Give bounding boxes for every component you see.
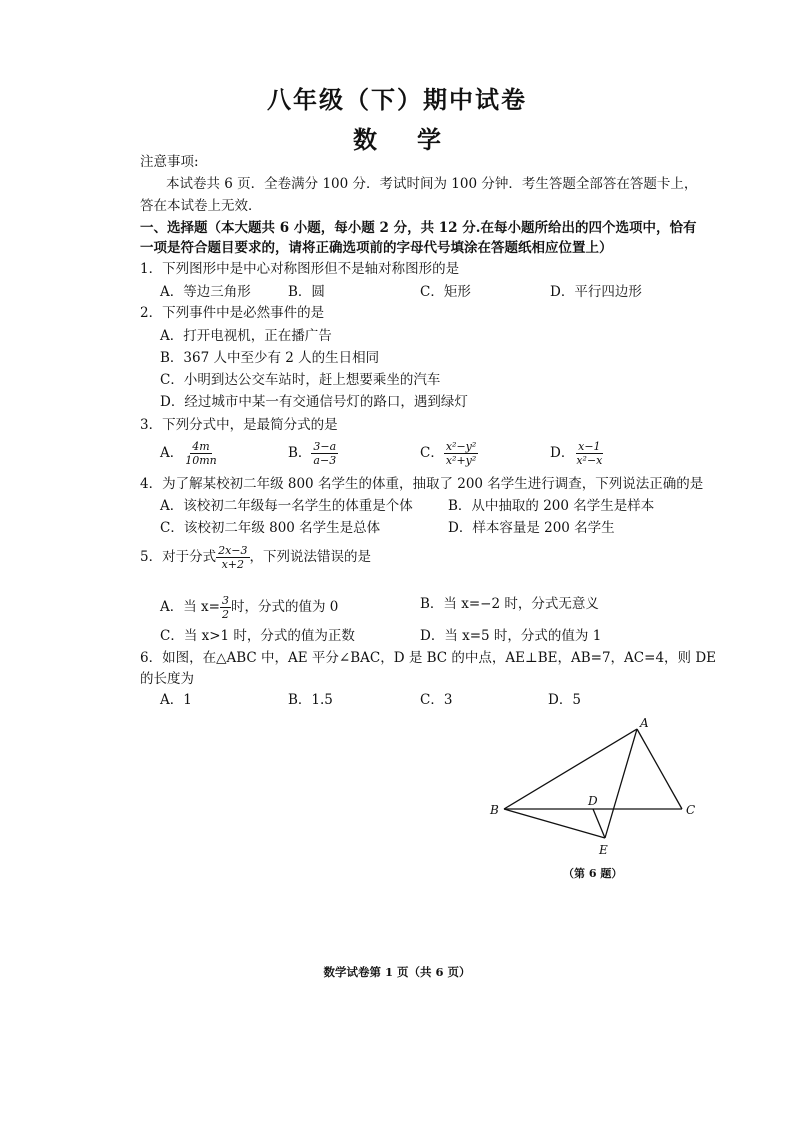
page-footer: 数学试卷第 1 页（共 6 页） [323, 965, 471, 979]
q5-option-a [160, 594, 338, 621]
q1-stem: 1．下列图形中是中心对称图形但不是轴对称图形的是 [140, 261, 460, 277]
fraction-denominator: x²−x [576, 454, 603, 467]
label-a: A [640, 716, 649, 730]
q2-option-a: A．打开电视机，正在播广告 [160, 328, 332, 344]
q3-option-d-fraction [574, 440, 604, 467]
label-d: D [588, 794, 598, 808]
segment-ac [637, 729, 682, 809]
q3-option-d-label: D． [550, 445, 575, 461]
q3-option-b-fraction [311, 440, 338, 467]
q6-line-1: 6．如图，在△ABC 中，AE 平分∠BAC，D 是 BC 的中点，AE⊥BE，AB=7，AC=4，则 DE [140, 650, 717, 666]
q5-stem-prefix: 5．对于分式 [140, 549, 217, 565]
subject-char-1: 数 [353, 125, 377, 154]
q5-option-a-fraction [220, 594, 231, 621]
q2-option-c: C．小明到达公交车站时，赶上想要乘坐的汽车 [160, 372, 441, 388]
q3-option-a [160, 440, 219, 467]
fraction-denominator: 10mn [185, 454, 217, 467]
fraction-numerator: 3 [221, 594, 229, 607]
q5-option-b: B．当 x=−2 时，分式无意义 [420, 596, 599, 612]
q5-option-c: C．当 x>1 时，分式的值为正数 [160, 628, 355, 644]
q1-option-c: C．矩形 [420, 284, 471, 300]
q4-stem: 4．为了解某校初二年级 800 名学生的体重，抽取了 200 名学生进行调查，下列说法正确的是 [140, 476, 704, 492]
q5-stem-suffix: ，下列说法错误的是 [249, 549, 372, 565]
q3-option-d [550, 440, 604, 467]
section1-line-1: 一、选择题（本大题共 6 小题，每小题 2 分，共 12 分.在每小题所给出的四个选项中，恰有 [140, 220, 697, 236]
q5-option-a-suffix: 时，分式的值为 0 [230, 599, 339, 615]
notice-heading: 注意事项: [140, 154, 199, 170]
subject-char-2: 学 [417, 125, 441, 154]
q6-option-c: C．3 [420, 692, 453, 708]
label-b: B [490, 803, 499, 817]
q4-option-b: B．从中抽取的 200 名学生是样本 [448, 498, 655, 514]
q6-option-d: D．5 [548, 692, 581, 708]
q1-option-a: A．等边三角形 [160, 284, 251, 300]
label-e: E [599, 843, 608, 857]
q4-option-c: C．该校初二年级 800 名学生是总体 [160, 520, 381, 536]
q3-option-b [288, 440, 338, 467]
q2-option-b: B．367 人中至少有 2 人的生日相同 [160, 350, 380, 366]
q2-stem: 2．下列事件中是必然事件的是 [140, 305, 325, 321]
q3-option-c [420, 440, 478, 467]
q4-option-d: D．样本容量是 200 名学生 [448, 520, 615, 536]
q1-option-d: D．平行四边形 [550, 284, 642, 300]
q4-option-a: A．该校初二年级每一名学生的体重是个体 [160, 498, 413, 514]
fraction-denominator: 2 [221, 608, 229, 621]
fraction-numerator: x²−y² [445, 440, 477, 453]
q5-stem [140, 544, 371, 571]
triangle-figure [480, 712, 710, 862]
q6-option-b: B．1.5 [288, 692, 333, 708]
q3-option-a-label: A． [160, 445, 184, 461]
label-c: C [686, 803, 696, 817]
subject-heading [0, 120, 794, 155]
q1-option-b: B．圆 [288, 284, 325, 300]
fraction-numerator: 4m [192, 440, 210, 453]
figure-caption: （第 6 题） [563, 867, 623, 880]
notice-line-1: 本试卷共 6 页．全卷满分 100 分．考试时间为 100 分钟．考生答题全部答在答题卡上， [166, 176, 698, 192]
fraction-denominator: a−3 [313, 454, 337, 467]
segment-be [504, 809, 605, 838]
fraction-numerator: x−1 [578, 440, 601, 453]
segment-de [593, 809, 605, 838]
fraction-denominator: x²+y² [445, 454, 477, 467]
q5-stem-fraction [216, 544, 249, 571]
q2-option-d: D．经过城市中某一有交通信号灯的路口，遇到绿灯 [160, 394, 468, 410]
q3-option-c-fraction [444, 440, 478, 467]
q3-option-c-label: C． [420, 445, 444, 461]
fraction-numerator: 2x−3 [218, 544, 248, 557]
section1-line-2: 一项是符合题目要求的，请将正确选项前的字母代号填涂在答题纸相应位置上） [140, 240, 613, 256]
q3-option-a-fraction [183, 440, 219, 467]
fraction-numerator: 3−a [313, 440, 337, 453]
q3-option-b-label: B． [288, 445, 312, 461]
fraction-denominator: x+2 [221, 558, 245, 571]
q6-option-a: A．1 [160, 692, 192, 708]
q6-line-2: 的长度为 [140, 671, 194, 687]
q5-option-a-prefix: A．当 x= [160, 599, 220, 615]
exam-title: 八年级（下）期中试卷 [267, 85, 527, 114]
notice-line-2: 答在本试卷上无效． [140, 198, 262, 214]
q5-option-d: D．当 x=5 时，分式的值为 1 [420, 628, 602, 644]
q3-stem: 3．下列分式中，是最简分式的是 [140, 417, 338, 433]
